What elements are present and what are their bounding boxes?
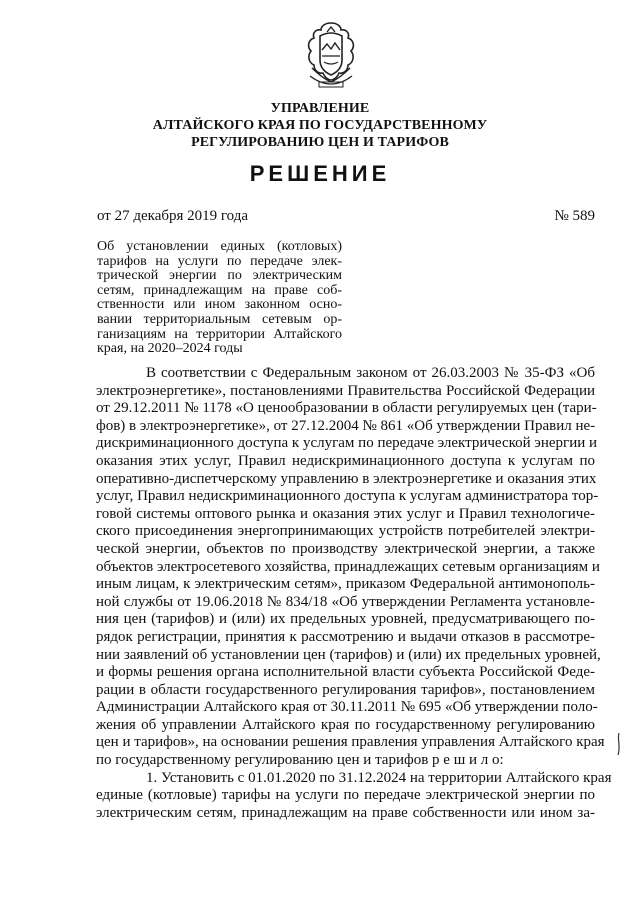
body-line: электрическим сетям, принадлежащим на праве собственности или ином за- bbox=[96, 804, 595, 821]
body-line: В соответствии с Федеральным законом от 26.03.2003 № 35-ФЗ «Об bbox=[146, 365, 595, 381]
body-line: от 29.12.2011 № 1178 «О ценообразовании в области регулируемых цен (тари- bbox=[96, 400, 597, 417]
body-line: услуг, Правил недискриминационного доступа к услугам администратора тор- bbox=[96, 488, 599, 505]
body-line: ной службы от 19.06.2018 № 834/18 «Об утверждении Регламента установле- bbox=[96, 593, 595, 610]
decision-body-text bbox=[96, 365, 612, 822]
body-line: единые (котловые) тарифы на услуги по передаче электрической энергии по bbox=[96, 787, 595, 804]
body-line: ского присоединения энергопринимающих устройств потребителей электри- bbox=[96, 523, 595, 540]
body-line: 1. Установить с 01.01.2020 по 31.12.2024 на территории Алтайского края bbox=[146, 769, 612, 786]
body-line: ческой энергии, объектов по производству электрической энергии, а также bbox=[96, 540, 595, 557]
document-date: от 27 декабря 2019 года bbox=[97, 208, 249, 224]
body-line: фов) в электроэнергетике», от 27.12.2004 № 861 «Об утверждении Правил не- bbox=[96, 417, 596, 434]
decision-subject bbox=[97, 240, 342, 357]
body-line: оперативно-диспетчерскому управлению в электроэнергетике и оказания этих bbox=[96, 470, 597, 487]
handwritten-margin-mark bbox=[614, 732, 624, 756]
body-line: нии заявлений об установлении цен (тарифов) и (или) их предельных уровней, bbox=[96, 646, 601, 663]
subject-line: Об установлении единых (котловых) bbox=[97, 239, 342, 254]
body-line: рядок регистрации, принятия к рассмотрению и выдачи отказов в рассмотре- bbox=[96, 628, 595, 645]
coat-of-arms-emblem bbox=[302, 20, 360, 92]
body-line: рации в области государственного регулирования тарифов», постановлением bbox=[96, 681, 595, 698]
body-line: по государственному регулированию цен и тарифов р е ш и л о: bbox=[96, 752, 504, 769]
body-line: оказания этих услуг, Правил недискриминационного доступа к услугам по bbox=[96, 452, 595, 469]
subject-line: сетям, принадлежащим на праве соб- bbox=[97, 282, 342, 298]
body-line: говой системы оптового рынка и оказания этих услуг и Правил технологиче- bbox=[96, 505, 595, 522]
body-line: электроэнергетике», постановлениями Правительства Российской Федерации bbox=[96, 382, 595, 399]
body-line: объектов электросетевого хозяйства, принадлежащих сетевым организациям и bbox=[96, 558, 600, 575]
subject-line: вании территориальным сетевым ор- bbox=[97, 311, 342, 327]
document-number: № 589 bbox=[554, 208, 595, 224]
body-line: Администрации Алтайского края от 30.11.2011 № 695 «Об утверждении поло- bbox=[96, 699, 598, 716]
document-type-title: РЕШЕНИЕ bbox=[249, 161, 391, 186]
body-line: и формы решения органа исполнительной власти субъекта Российской Феде- bbox=[96, 664, 595, 681]
body-line: иным лицам, к электрическим сетям», приказом Федеральной антимонополь- bbox=[96, 576, 595, 593]
subject-line: тарифов на услуги по передаче элек- bbox=[97, 253, 342, 269]
body-line: жения об управлении Алтайского края по государственному регулированию bbox=[96, 716, 595, 733]
body-line: дискриминационного доступа к услугам по передаче электрической энергии и bbox=[96, 435, 598, 452]
subject-line: ственности или ином законном осно- bbox=[97, 297, 342, 313]
subject-line: края, на 2020–2024 годы bbox=[97, 341, 243, 357]
org-name-line-3: РЕГУЛИРОВАНИЮ ЦЕН И ТАРИФОВ bbox=[191, 135, 449, 150]
subject-line: ганизациям на территории Алтайского bbox=[97, 326, 342, 342]
subject-line: трической энергии по электрическим bbox=[97, 268, 342, 284]
body-line: ния цен (тарифов) и (или) их предельных уровней, предусматривающего по- bbox=[96, 611, 595, 628]
org-name-line-2: АЛТАЙСКОГО КРАЯ ПО ГОСУДАРСТВЕННОМУ bbox=[152, 118, 488, 133]
org-name-line-1: УПРАВЛЕНИЕ bbox=[270, 101, 370, 116]
body-line: цен и тарифов», на основании решения правления управления Алтайского края bbox=[96, 734, 605, 751]
